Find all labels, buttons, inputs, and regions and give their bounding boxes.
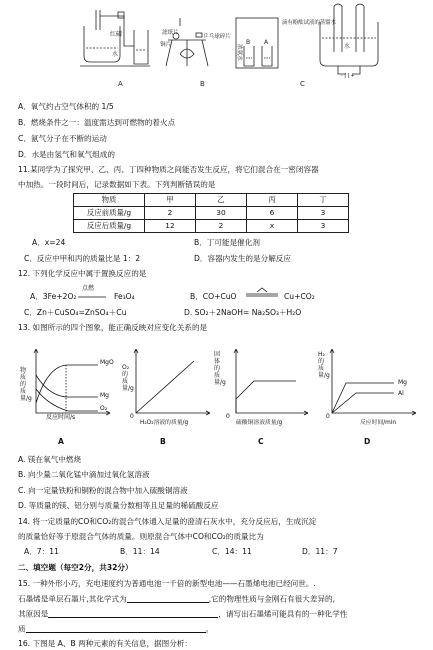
- table-row: [74, 220, 349, 233]
- q14-option-b: B．11：14: [120, 547, 160, 556]
- q10-option-c: C．氨气分子在不断的运动: [18, 134, 107, 143]
- q13-option-c: C. 向一定量铁粉和铜粉的混合物中加入硫酸铜溶液: [18, 486, 188, 495]
- q15-line4-text-b: 。: [205, 624, 214, 634]
- q16-stem: 16. 下图是 A、B 两种元素的有关信息，据图分析：: [18, 639, 193, 648]
- q11-stem-line1: 11.某同学为了探究甲、乙、丙、丁四种物质之间能否发生反应，将它们混合在一密闭容器: [18, 165, 319, 174]
- table-header-cell: 乙: [196, 194, 247, 207]
- q13-option-b: B. 向少量二氧化锰中滴加过氧化氢溶液: [18, 470, 150, 479]
- q13-stem: 13. 如图所示的四个图象，能正确反映对应变化关系的是: [18, 323, 208, 332]
- fig-caption-c: C: [300, 80, 305, 88]
- table-header-cell: 丁: [298, 194, 349, 207]
- q13-graph-a-xlabel: 反应时间/s: [46, 414, 76, 421]
- table-row: [74, 207, 349, 220]
- q12-option-a-product: Fe₃O₄: [114, 292, 135, 301]
- q13-graph-b-ylabel: O₂的质量/g: [122, 364, 134, 392]
- fig2-label-pingpong: 乒乓球碎片: [203, 34, 231, 40]
- q12-arrow-b: [246, 288, 280, 300]
- q12-option-a: A．3Fe+2O₂: [30, 292, 77, 301]
- q12-arrow-a: [78, 295, 108, 299]
- q15-blank-formula[interactable]: [127, 595, 209, 603]
- table-cell: 6: [247, 207, 298, 220]
- q15-line3-text-a: 其原因是: [18, 609, 49, 619]
- q15-line3: [18, 610, 347, 618]
- q13-graph-a-series-mgo: MgO: [100, 359, 114, 366]
- q15-line4-text-a: 质: [18, 624, 26, 634]
- fig2-label-copper: 铜片: [160, 42, 172, 48]
- q12-option-b: B．CO+CuO: [190, 292, 237, 301]
- q14-option-c: C．14：11: [212, 547, 252, 556]
- q13-graph-c-origin: 0: [226, 413, 230, 420]
- fig1-label-water: 水: [112, 51, 119, 58]
- q11-data-table: [73, 193, 349, 233]
- q15-line2-text-a: 石墨烯是单层石墨片,其化学式为: [18, 594, 127, 604]
- q12-option-c: C．Zn＋CuSO₄=ZnSO₄＋Cu: [24, 308, 127, 317]
- q13-graph-b-origin: 0: [130, 413, 134, 420]
- q13-graph-c-caption: C: [258, 437, 264, 446]
- fig-caption-b: B: [200, 80, 205, 88]
- table-cell: 反应前质量/g: [74, 207, 145, 220]
- q13-graph-d-caption: D: [364, 437, 371, 446]
- q11-option-c: C．反应中甲和丙的质量比是 1：2: [24, 254, 141, 263]
- fig3-label-ammonia: 浓氨水: [236, 44, 242, 61]
- q13-graph-b-xlabel: H₂O₂溶液的质量/g: [140, 420, 189, 426]
- fig3-label-b: B: [246, 39, 251, 46]
- q10-option-d: D．水是由氢气和氧气组成的: [18, 150, 115, 159]
- table-header-row: [74, 194, 349, 207]
- top-experiment-figures: [0, 0, 433, 88]
- q11-option-b: B．丁可能是催化剂: [194, 238, 260, 247]
- table-cell: 反应后质量/g: [74, 220, 145, 233]
- q14-line1: 14. 将一定质量的CO和CO₂的混合气体通入足量的澄清石灰水中，充分反应后，生成沉淀: [18, 517, 317, 526]
- q13-graph-d-series-al: Al: [398, 390, 404, 397]
- q13-graph-a-series-o2: O₂: [100, 405, 108, 412]
- q11-option-a: A．x=24: [32, 238, 66, 247]
- q12-stem: 12. 下列化学反应中属于置换反应的是: [18, 269, 147, 278]
- fig4-label-battery: - ǀ ǀ +: [341, 73, 355, 79]
- table-cell: 3: [298, 220, 349, 233]
- electrolysis-figure: [320, 4, 378, 74]
- fig1-label-phosphorus: 红磷: [110, 31, 123, 38]
- table-cell: 3: [298, 207, 349, 220]
- combustion-copper-figure: [166, 18, 208, 66]
- q15-line1: 15. 一种外形小巧，充电速度约为普通电池一千倍的新型电池——石墨烯电池已经问世。.: [18, 579, 316, 588]
- fig3-label-a: A: [264, 39, 269, 46]
- q10-option-b: B．燃烧条件之一：温度需达到可燃物的着火点: [18, 118, 176, 127]
- q13-graph-b-caption: B: [160, 437, 166, 446]
- q15-line2: [18, 595, 335, 603]
- table-cell: 2: [196, 220, 247, 233]
- fig4-label-water: 水: [344, 43, 351, 50]
- q15-line3-text-b: ，请写出石墨烯可能具有的一种化学性: [218, 609, 348, 619]
- q13-graph-d-series-mg: Mg: [398, 379, 407, 386]
- table-cell: x: [247, 220, 298, 233]
- q11-option-d: D．容器内发生的是分解反应: [194, 254, 291, 263]
- q13-graph-a-caption: A: [58, 437, 64, 446]
- q13-graph-d-ylabel: H₂的质量/g: [318, 351, 330, 379]
- q14-option-d: D．11：7: [302, 547, 338, 556]
- q15-line4: [18, 625, 213, 633]
- q12-option-a-condition: 点燃: [82, 285, 95, 292]
- q13-graph-a-series-mg: Mg: [100, 392, 109, 399]
- q12-option-d: D. SO₂＋2NaOH= Na₂SO₃＋H₂O: [184, 308, 302, 317]
- q12-option-b-product: Cu+CO₂: [284, 292, 315, 301]
- table-cell: 12: [145, 220, 196, 233]
- table-cell: 30: [196, 207, 247, 220]
- q10-option-a: A．氧气约占空气体积的 1/5: [18, 102, 114, 111]
- q13-graph-d-xlabel: 反应时间/min: [360, 420, 397, 426]
- q15-blank-reason[interactable]: [48, 610, 218, 618]
- q13-graph-c-xlabel: 硫酸铜溶液质量/g: [236, 420, 283, 426]
- q14-option-a: A．7：11: [24, 547, 59, 556]
- q13-graph-a-ylabel: 物质的质量/g: [20, 367, 32, 402]
- q15-blank-chemical-property[interactable]: [26, 625, 206, 633]
- q15-line2-text-b: ,它的物理性质与金刚石有很大差异的,: [208, 594, 336, 604]
- table-header-cell: 甲: [145, 194, 196, 207]
- q11-stem-line2: 中加热。一段时间后，记录数据如下表。下列判断错误的是: [18, 180, 216, 189]
- table-header-cell: 丙: [247, 194, 298, 207]
- q13-option-d: D. 等质量的镁、铝分别与质量分数相等且足量的稀硫酸反应: [18, 501, 219, 510]
- fig-caption-a: A: [118, 80, 123, 88]
- q13-option-a: A. 镁在氧气中燃烧: [18, 455, 82, 464]
- q14-line2: 的质量恰好等于原混合气体的质量。则原混合气体中CO和CO₂的质量比为: [18, 532, 264, 541]
- q13-graph-c-ylabel: 固体的质量/g: [214, 351, 226, 386]
- table-header-cell: 物质: [74, 194, 145, 207]
- section2-title: 二、填空题（每空2分，共32分）: [18, 563, 133, 572]
- fig2-label-filter-paper: 滤纸片: [162, 30, 179, 36]
- table-cell: 2: [145, 207, 196, 220]
- fig3-label-phenolphthalein: 滴有酚酞试液的蒸馏水: [282, 20, 336, 26]
- q13-graph-d-origin: 0: [326, 413, 330, 420]
